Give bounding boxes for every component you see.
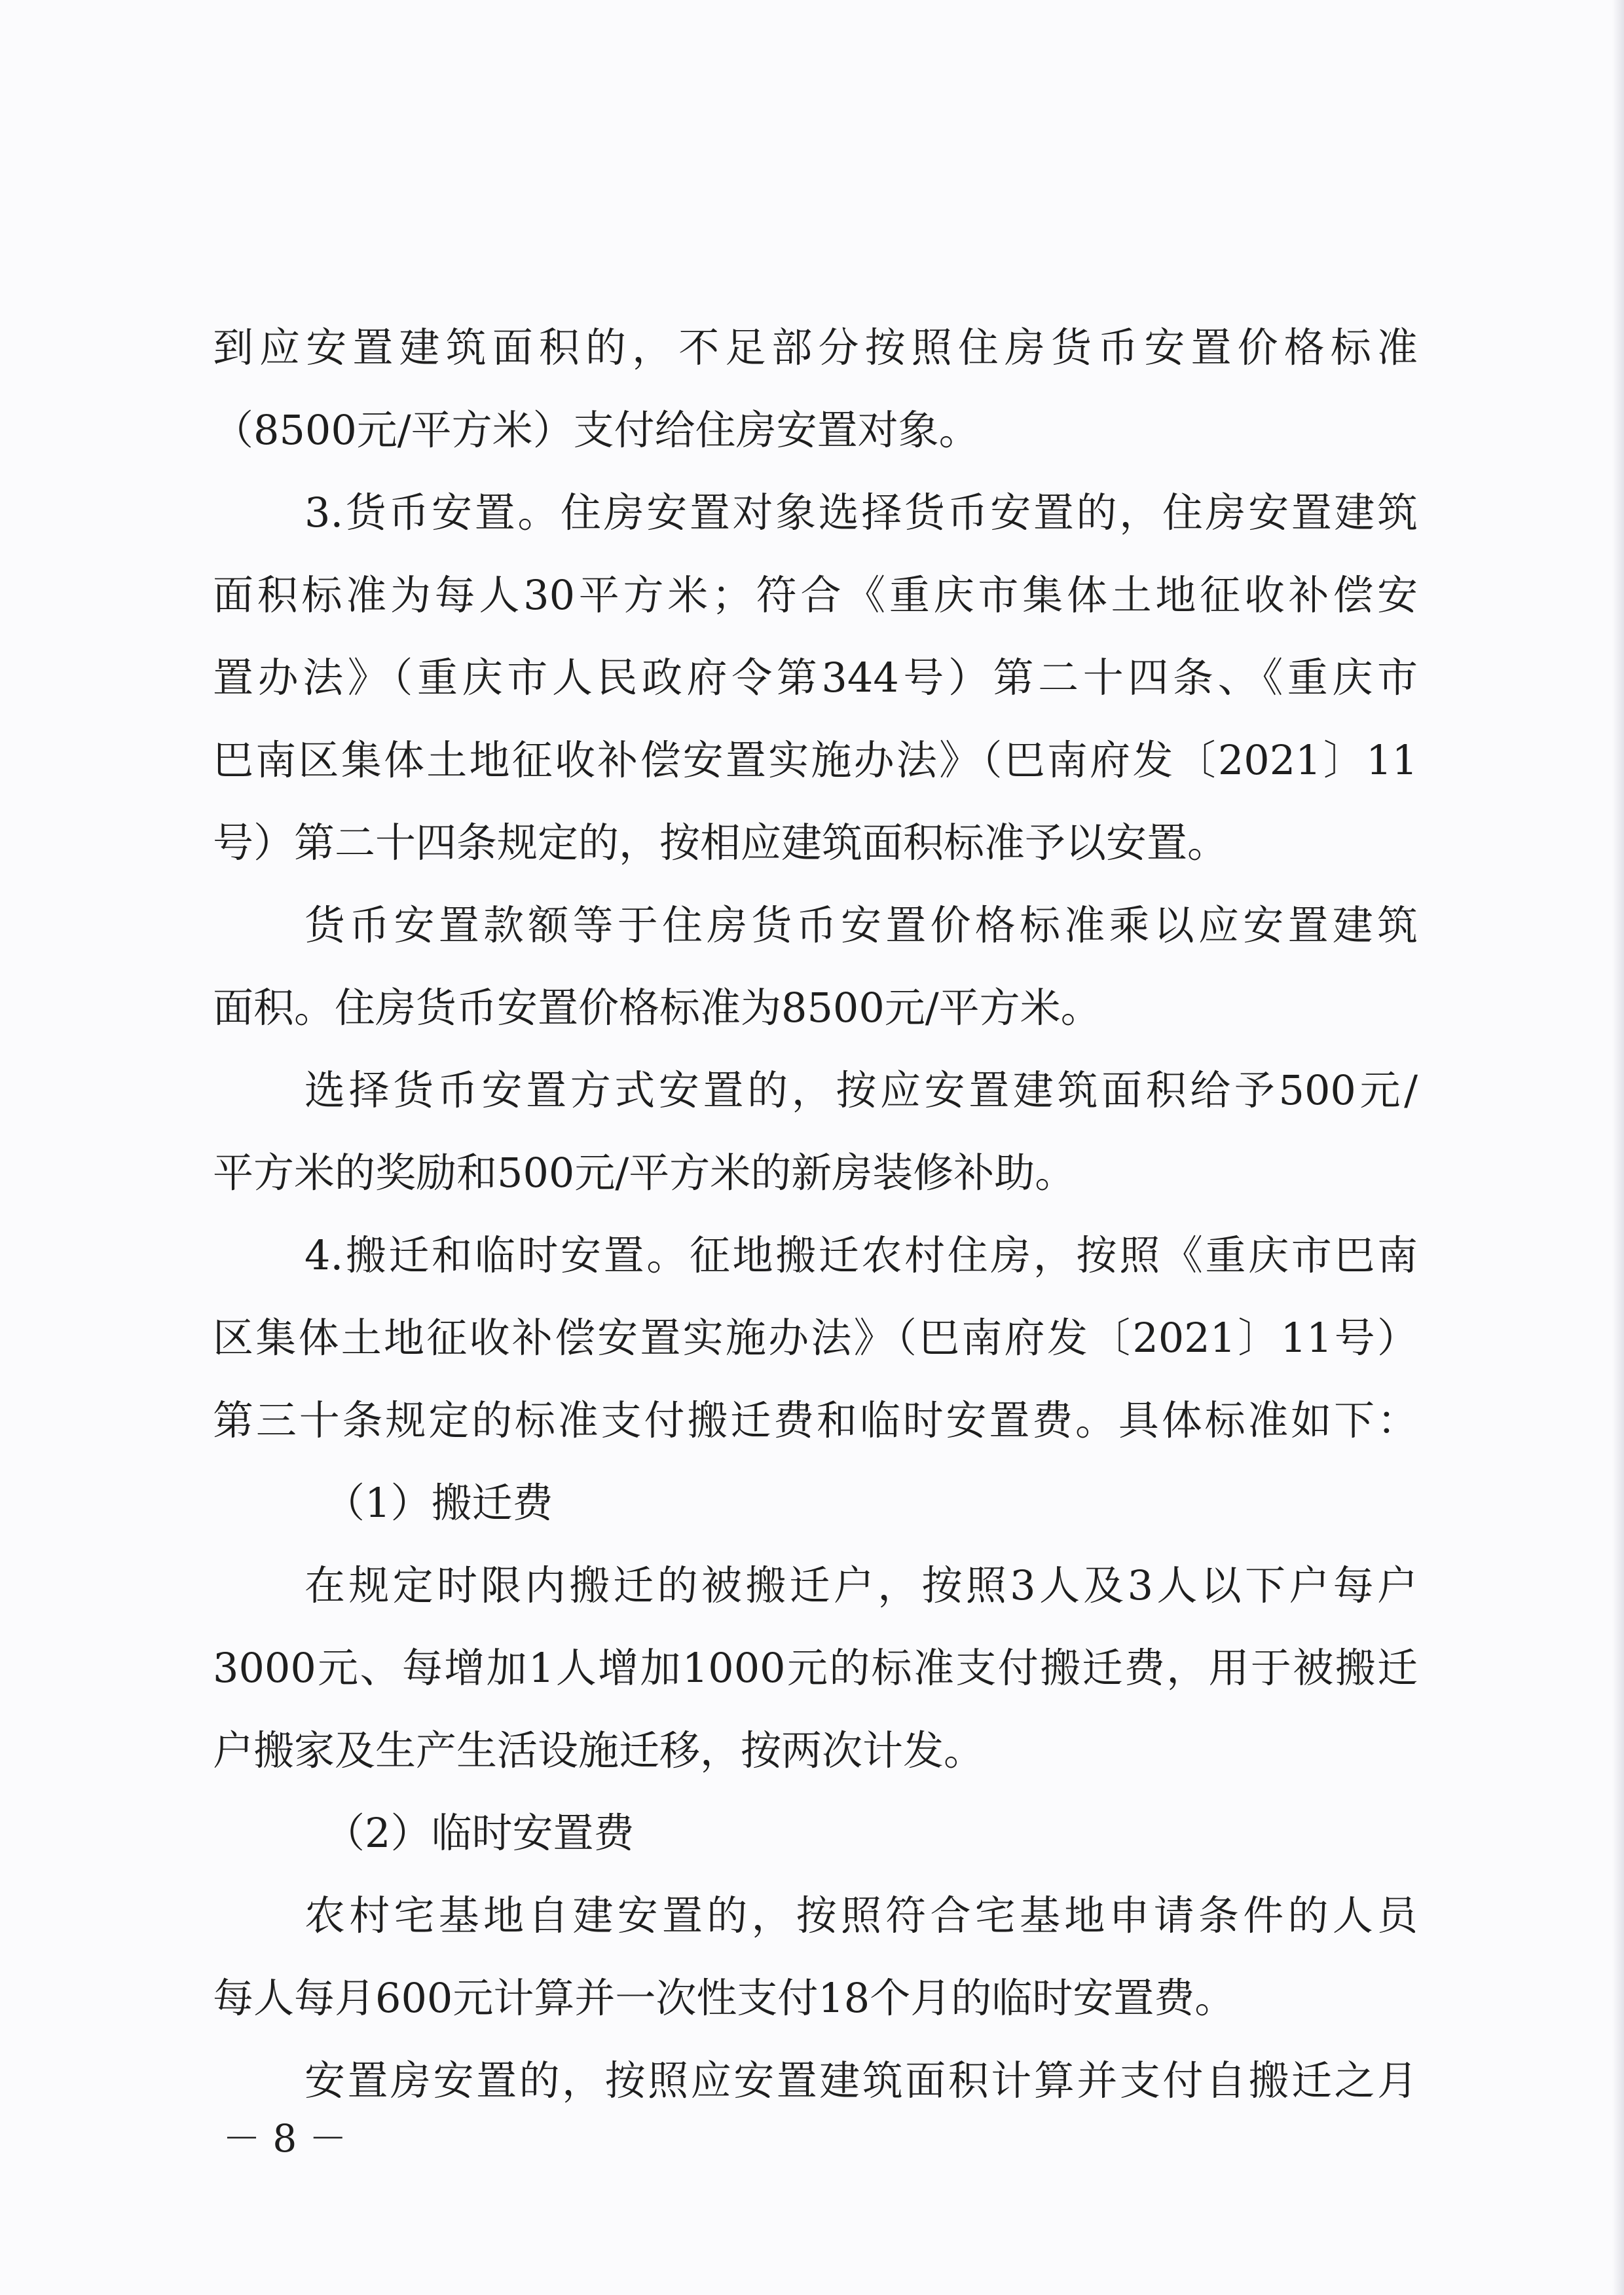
page-number: － 8 － bbox=[223, 2116, 347, 2161]
text-line: 户搬家及生产生活设施迁移，按两次计发。 bbox=[213, 1726, 985, 1774]
text-line: 面积。住房货币安置价格标准为8500元/平方米。 bbox=[213, 984, 1101, 1032]
text-line: （2）临时安置费 bbox=[324, 1809, 635, 1857]
text-line: 选择货币安置方式安置的，按应安置建筑面积给予500元/ bbox=[304, 1066, 1418, 1114]
text-line: 每人每月600元计算并一次性支付18个月的临时安置费。 bbox=[213, 1974, 1236, 2022]
text-line: 平方米的奖励和500元/平方米的新房装修补助。 bbox=[213, 1149, 1076, 1197]
text-line: 4.搬迁和临时安置。征地搬迁农村住房，按照《重庆市巴南 bbox=[304, 1231, 1418, 1279]
text-line: 面积标准为每人30平方米；符合《重庆市集体土地征收补偿安 bbox=[213, 571, 1418, 619]
text-line: 在规定时限内搬迁的被搬迁户，按照3人及3人以下户每户 bbox=[304, 1561, 1418, 1609]
text-line: （1）搬迁费 bbox=[324, 1479, 553, 1527]
text-line: 农村宅基地自建安置的，按照符合宅基地申请条件的人员 bbox=[304, 1892, 1418, 1939]
text-line: 3000元、每增加1人增加1000元的标准支付搬迁费，用于被搬迁 bbox=[213, 1644, 1418, 1692]
text-line: 巴南区集体土地征收补偿安置实施办法》（巴南府发〔2021〕11 bbox=[213, 736, 1418, 784]
text-line: 货币安置款额等于住房货币安置价格标准乘以应安置建筑 bbox=[304, 901, 1418, 949]
text-line: 第三十条规定的标准支付搬迁费和临时安置费。具体标准如下： bbox=[213, 1396, 1418, 1444]
text-line: 置办法》（重庆市人民政府令第344号）第二十四条、《重庆市 bbox=[213, 654, 1418, 701]
scan-edge-shadow bbox=[1612, 0, 1624, 2295]
text-line: 区集体土地征收补偿安置实施办法》（巴南府发〔2021〕11号） bbox=[213, 1314, 1418, 1362]
text-line: 到应安置建筑面积的，不足部分按照住房货币安置价格标准 bbox=[213, 324, 1418, 371]
text-line: 安置房安置的，按照应安置建筑面积计算并支付自搬迁之月 bbox=[304, 2057, 1418, 2104]
text-line: 号）第二十四条规定的，按相应建筑面积标准予以安置。 bbox=[213, 819, 1228, 867]
text-line: 3.货币安置。住房安置对象选择货币安置的，住房安置建筑 bbox=[304, 489, 1418, 536]
text-line: （8500元/平方米）支付给住房安置对象。 bbox=[213, 406, 980, 454]
body-text bbox=[213, 307, 1418, 2122]
